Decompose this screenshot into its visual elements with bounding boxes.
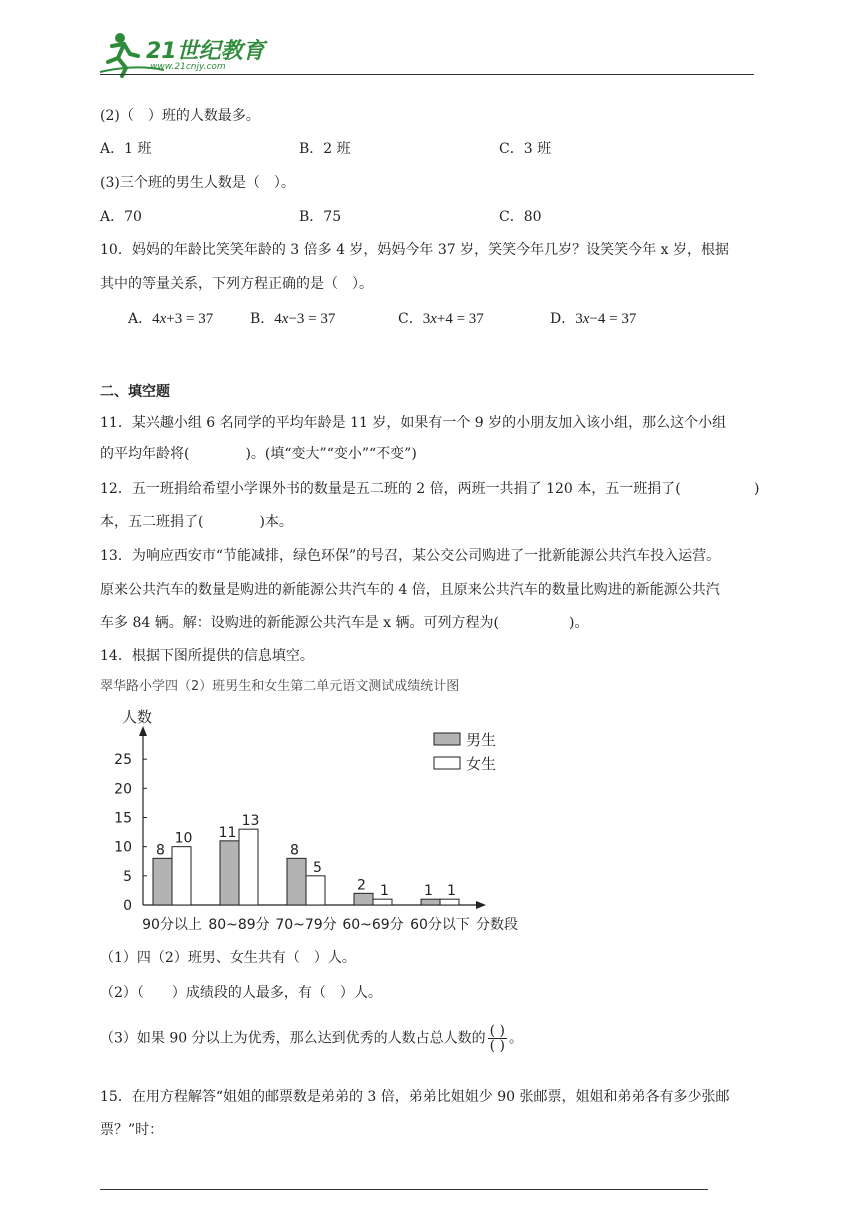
q10-option-b: B．4x−3 = 37 bbox=[250, 311, 336, 327]
data-label: 11 bbox=[218, 824, 237, 841]
q14-line1: 14．根据下图所提供的信息填空。 bbox=[100, 648, 314, 664]
bar-girls bbox=[239, 829, 258, 905]
logo-text: 21世纪教育 bbox=[146, 39, 265, 64]
bar-girls bbox=[373, 899, 392, 905]
legend-label: 女生 bbox=[466, 755, 497, 773]
y-axis-arrow-icon bbox=[139, 726, 147, 736]
bar-boys bbox=[220, 841, 239, 905]
x-tick-label: 60分以下 bbox=[410, 917, 470, 932]
q10-line2: 其中的等量关系，下列方程正确的是（ ）。 bbox=[100, 276, 373, 292]
data-label: 8 bbox=[156, 842, 165, 859]
q10-option-a: A．4x+3 = 37 bbox=[128, 311, 214, 327]
legend-swatch bbox=[434, 757, 460, 769]
bar-boys bbox=[153, 858, 172, 905]
y-axis-label: 人数 bbox=[122, 708, 153, 726]
chart-title: 翠华路小学四（2）班男生和女生第二单元语文测试成绩统计图 bbox=[100, 679, 460, 694]
q9-sub3-option-c: C．80 bbox=[499, 209, 542, 225]
q10-option-c: C．3x+4 = 37 bbox=[398, 311, 484, 327]
q15-line1: 15．在用方程解答“姐姐的邮票数是弟弟的 3 倍，弟弟比姐姐少 90 张邮票，姐姐和弟弟各有多少张邮 bbox=[100, 1089, 730, 1105]
bar-boys bbox=[354, 893, 373, 905]
section-title: 二、填空题 bbox=[100, 384, 170, 400]
legend-label: 男生 bbox=[466, 731, 497, 749]
bar-chart bbox=[100, 702, 520, 932]
bar-girls bbox=[440, 899, 459, 905]
x-tick-label: 60~69分 bbox=[342, 917, 404, 932]
legend-swatch bbox=[434, 733, 460, 745]
footer-rule bbox=[100, 1189, 708, 1190]
q14-sub3: （3）如果 90 分以上为优秀，那么达到优秀的人数占总人数的 $\frac{( )}{( )}$ 。 bbox=[100, 1023, 523, 1054]
q11-line1: 11．某兴趣小组 6 名同学的平均年龄是 11 岁，如果有一个 9 岁的小朋友加入该小组，那么这个小组 bbox=[100, 415, 727, 431]
header-rule bbox=[100, 74, 754, 75]
q9-sub2: (2)（ ）班的人数最多。 bbox=[100, 108, 260, 124]
data-label: 10 bbox=[174, 830, 193, 847]
x-tick-label: 90分以上 bbox=[142, 917, 202, 932]
q9-sub3: (3)三个班的男生人数是（ ）。 bbox=[100, 175, 295, 191]
q12-line1-end: ) bbox=[754, 481, 760, 497]
data-label: 1 bbox=[424, 883, 433, 900]
y-tick-label: 25 bbox=[114, 752, 132, 769]
q10-option-d: D．3x−4 = 37 bbox=[550, 311, 637, 327]
q9-sub3-option-b: B．75 bbox=[299, 209, 342, 225]
q11-line2: 的平均年龄将( )。(填“变大”“变小”“不变”) bbox=[100, 446, 417, 462]
x-tick-label: 80~89分 bbox=[208, 917, 270, 932]
data-label: 1 bbox=[447, 883, 456, 900]
bar-girls bbox=[306, 876, 325, 905]
q9-sub2-option-a: A．1 班 bbox=[100, 141, 152, 157]
q12-line1: 12．五一班捐给希望小学课外书的数量是五二班的 2 倍，两班一共捐了 120 本，五一班捐了( bbox=[100, 481, 681, 497]
q9-sub3-option-a: A．70 bbox=[100, 209, 142, 225]
data-label: 5 bbox=[313, 859, 322, 876]
y-tick-label: 10 bbox=[114, 839, 132, 856]
data-label: 8 bbox=[290, 842, 299, 859]
bar-boys bbox=[421, 899, 440, 905]
x-tick-label: 70~79分 bbox=[275, 917, 337, 932]
bar-girls bbox=[172, 847, 191, 905]
q14-sub1: （1）四（2）班男、女生共有（ ）人。 bbox=[100, 950, 356, 966]
data-label: 1 bbox=[380, 883, 389, 900]
answer-fraction: $\frac{( )}{( )}$ bbox=[489, 1023, 505, 1054]
data-label: 2 bbox=[357, 877, 366, 894]
bar-boys bbox=[287, 858, 306, 905]
y-tick-label: 0 bbox=[123, 898, 132, 914]
data-label: 13 bbox=[241, 813, 260, 830]
y-tick-label: 5 bbox=[123, 868, 132, 885]
q14-sub2: （2）（ ）成绩段的人最多，有（ ）人。 bbox=[100, 985, 382, 1001]
q13-line3: 车多 84 辆。解：设购进的新能源公共汽车是 x 辆。可列方程为( )。 bbox=[100, 615, 589, 631]
x-axis-arrow-icon bbox=[476, 901, 486, 909]
q12-line2: 本，五二班捐了( )本。 bbox=[100, 514, 293, 530]
q13-line1: 13．为响应西安市“节能减排，绿色环保”的号召，某公交公司购进了一批新能源公共汽车投入运营。 bbox=[100, 548, 721, 564]
q13-line2: 原来公共汽车的数量是购进的新能源公共汽车的 4 倍，且原来公共汽车的数量比购进的新能源公共汽 bbox=[100, 582, 720, 598]
q9-sub2-option-c: C．3 班 bbox=[499, 141, 552, 157]
q15-line2: 票？”时： bbox=[100, 1122, 164, 1138]
y-tick-label: 20 bbox=[114, 781, 132, 798]
q9-sub2-option-b: B．2 班 bbox=[299, 141, 351, 157]
q14-sub3-text: （3）如果 90 分以上为优秀，那么达到优秀的人数占总人数的 bbox=[100, 1030, 486, 1047]
x-axis-label: 分数段 bbox=[476, 917, 518, 932]
y-tick-label: 15 bbox=[114, 810, 132, 827]
q10-line1: 10．妈妈的年龄比笑笑年龄的 3 倍多 4 岁，妈妈今年 37 岁，笑笑今年几岁？设笑笑今年 x 岁，根据 bbox=[100, 242, 729, 258]
logo-url: www.21cnjy.com bbox=[150, 62, 226, 72]
